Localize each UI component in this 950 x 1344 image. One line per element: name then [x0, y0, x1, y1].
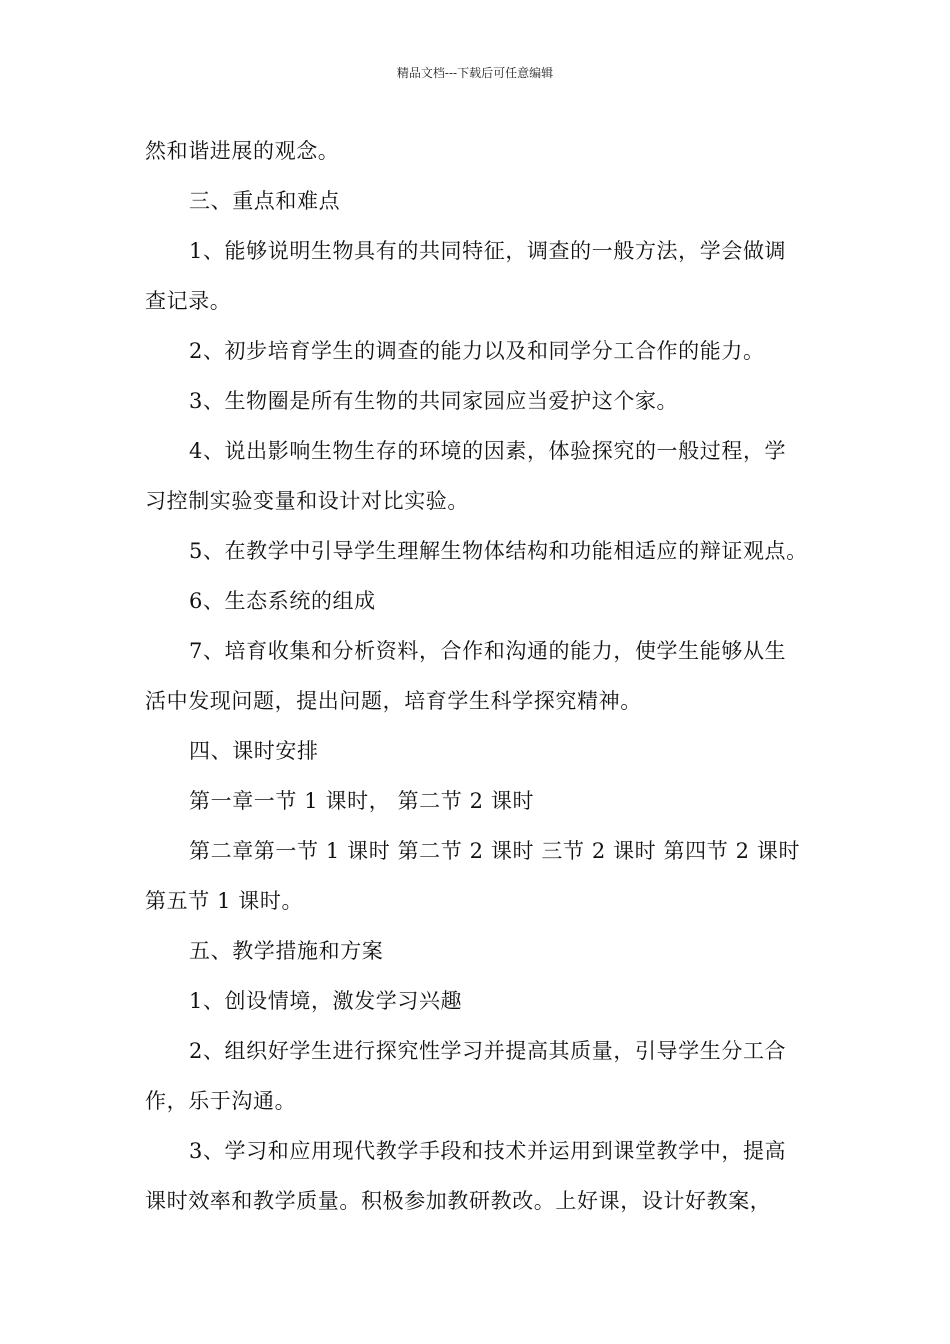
text-line: 2、初步培育学生的调查的能力以及和同学分工合作的能力。 — [189, 339, 765, 363]
text-line: 查记录。 — [145, 289, 232, 313]
text-line: 3、学习和应用现代教学手段和技术并运用到课堂教学中，提高 — [189, 1139, 787, 1163]
text-line: 然和谐进展的观念。 — [145, 139, 340, 163]
text-line: 第二章第一节 1 课时 第二节 2 课时 三节 2 课时 第四节 2 课时 — [189, 839, 801, 863]
text-line: 1、能够说明生物具有的共同特征，调查的一般方法，学会做调 — [189, 239, 787, 263]
text-line: 作，乐于沟通。 — [145, 1089, 297, 1113]
section-heading: 五、教学措施和方案 — [189, 939, 384, 963]
text-line: 6、生态系统的组成 — [189, 589, 376, 613]
section-heading: 四、课时安排 — [189, 739, 319, 763]
text-line: 活中发现问题，提出问题，培育学生科学探究精神。 — [145, 689, 642, 713]
text-line: 第五节 1 课时。 — [145, 889, 304, 913]
section-heading: 三、重点和难点 — [189, 189, 341, 213]
text-line: 4、说出影响生物生存的环境的因素，体验探究的一般过程，学 — [189, 439, 787, 463]
text-line: 1、创设情境，激发学习兴趣 — [189, 989, 463, 1013]
text-line: 7、培育收集和分析资料，合作和沟通的能力，使学生能够从生 — [189, 639, 787, 663]
text-line: 第一章一节 1 课时， 第二节 2 课时 — [189, 789, 535, 813]
text-line: 课时效率和教学质量。积极参加教研教改。上好课，设计好教案， — [145, 1189, 772, 1213]
text-line: 2、组织好学生进行探究性学习并提高其质量，引导学生分工合 — [189, 1039, 787, 1063]
text-line: 习控制实验变量和设计对比实验。 — [145, 489, 469, 513]
text-line: 5、在教学中引导学生理解生物体结构和功能相适应的辩证观点。 — [189, 539, 808, 563]
text-line: 3、生物圈是所有生物的共同家园应当爱护这个家。 — [189, 389, 679, 413]
page-header: 精品文档---下载后可任意编辑 — [396, 66, 554, 80]
